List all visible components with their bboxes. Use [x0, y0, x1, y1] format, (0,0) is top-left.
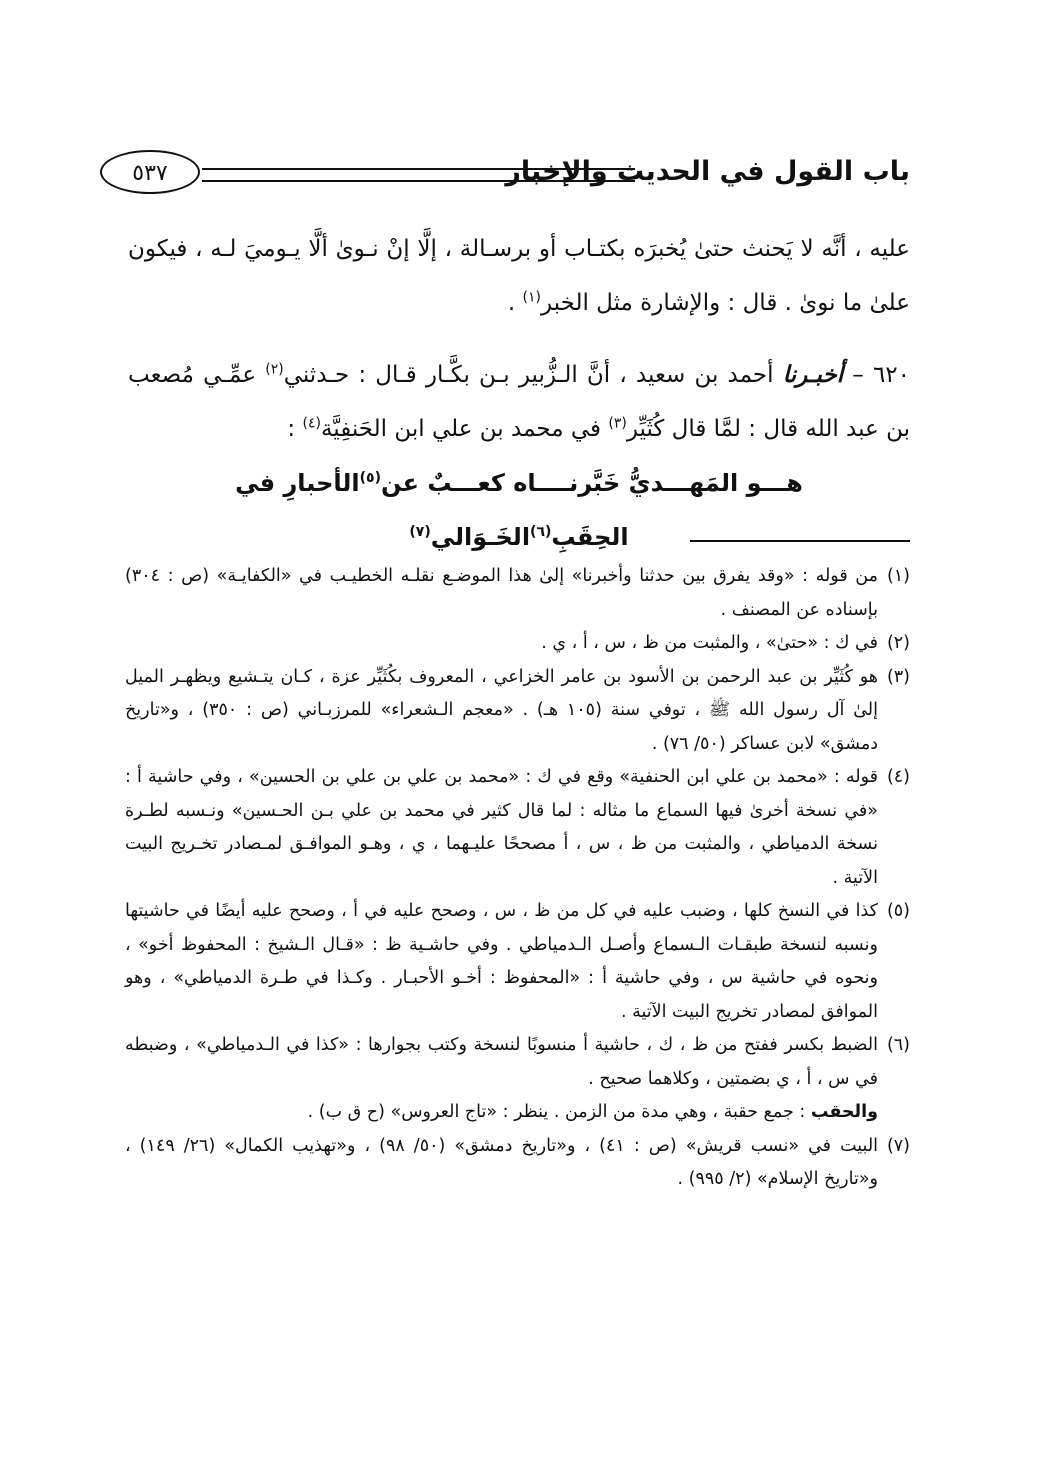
page-number-oval [100, 150, 200, 194]
footnote-ref-7[interactable]: (٧) [409, 524, 431, 540]
hadith-text-c: في محمد بن علي ابن الحَنفِيَّة [320, 416, 609, 442]
hadith-text-b: عمِّـي مُصعب بن عبد الله قال : لمَّا قال كُثَيِّر [128, 362, 910, 442]
footnote-number: (٢) [886, 633, 910, 653]
footnote-1 [125, 560, 910, 627]
paragraph-end: . [507, 290, 523, 316]
glossary-term: والحقب [810, 1102, 878, 1122]
footnote-number: (٣) [886, 666, 910, 687]
narration-label: أخبـرنا [782, 362, 844, 388]
footnote-3 [125, 661, 910, 762]
footnote-number: (١) [886, 566, 910, 586]
glossary-text: : جمع حقبة ، وهي مدة من الزمن . ينظر : «تاج العروس» (ح ق ب) . [307, 1102, 811, 1122]
footnote-text: قوله : «محمد بن علي ابن الحنفية» وقع في ك : «محمد بن علي بن علي بن الحسين» ، وفي حاشية أ : «في نسخة أخرىٰ فيها السماع ما مثاله : لما قال كثير في محمد بن علي بـن الحـسين» ونـسبه لطـرة نسخة الدمياطي ، والمثبت من ظ ، س ، أ مصححًا عليـهما ، ي ، وهـو الموافـق لمـصادر تخـريج البيت الآتية . [125, 767, 878, 888]
verse-part-b: الأحبارِ في الحِقَبِ [235, 469, 629, 551]
footnote-6-extra [125, 1096, 878, 1130]
footnote-ref-4[interactable]: (٤) [302, 415, 321, 432]
footnote-text: في ك : «حتىٰ» ، والمثبت من ظ ، س ، أ ، ي . [541, 633, 878, 653]
footnote-ref-3[interactable]: (٣) [608, 415, 627, 432]
footnote-text: كذا في النسخ كلها ، وضبب عليه في كل من ظ ، س ، وصحح عليه في أ ، وصحح عليه أيضًا في حاشيتها ونسبه لنسخة طبقـات الـسماع وأصـل الـدمياطي . وفي حاشـية ظ : «قـال الـشيخ : المحفوظ أخو» ، ونحوه في حاشية س ، وفي حاشية أ : «المحفوظ : أخـو الأحبـار . وكـذا في طـرة الدمياطي» ، وهو الموافق لمصادر تخريج البيت الآتية . [125, 901, 878, 1022]
footnote-ref-6[interactable]: (٦) [530, 524, 552, 540]
footnote-6 [125, 1029, 910, 1130]
chapter-title: باب القول في الحديث والإخبار [505, 156, 910, 187]
footnote-text: الضبط بكسر ففتح من ظ ، ك ، حاشية أ منسوبًا لنسخة وكتب بجوارها : «كذا في الـدمياطي» ، وضبطه في س ، أ ، ي بضمتين ، وكلاهما صحيح . [125, 1035, 878, 1089]
page-header [100, 150, 910, 200]
paragraph-continuation [128, 222, 910, 330]
footnote-number: (٦) [886, 1035, 910, 1055]
header-double-rule [202, 168, 635, 182]
footnote-number: (٤) [886, 767, 910, 787]
verse-part-a: هـــو المَهـــديُّ خَبَّرنــــاه كعـــبٌ عن [380, 469, 803, 497]
footnotes [125, 560, 910, 1197]
paragraph-text: عليه ، أنَّه لا يَحنث حتىٰ يُخبرَه بكتـاب أو برسـالة ، إلَّا إنْ نـوىٰ ألَّا يـوميَ لـه ، فيكون علىٰ ما نوىٰ . قال : والإشارة مثل الخبر [128, 236, 910, 316]
footnote-4 [125, 761, 910, 895]
hadith-number: ٦٢٠ – [843, 362, 911, 388]
footnote-text: البيت في «نسب قريش» (ص : ٤١) ، و«تاريخ دمشق» (٥٠/ ٩٨) ، و«تهذيب الكمال» (٢٦/ ١٤٩) ، و«تاريخ الإسلام» (٢/ ٩٩٥) . [125, 1135, 879, 1189]
footnote-ref-5[interactable]: (٥) [359, 470, 381, 486]
footnote-text: من قوله : «وقد يفرق بين حدثنا وأخبرنا» إلىٰ هذا الموضـع نقلـه الخطيـب في «الكفايـة» (ص : ٣٠٤) بإسناده عن المصنف . [125, 566, 878, 620]
page-number: ٥٣٧ [132, 161, 168, 186]
footnote-7 [125, 1130, 910, 1197]
main-text [128, 222, 910, 564]
hadith-620 [128, 348, 910, 456]
footnote-5 [125, 895, 910, 1029]
footnote-number: (٧) [886, 1135, 910, 1156]
hadith-text-a: أحمد بن سعيد ، أنَّ الـزُّبير بـن بكَّـار قـال : حـدثني [283, 362, 783, 388]
footnote-divider [690, 540, 910, 542]
poetry-verse [128, 456, 910, 564]
footnote-text: هو كُثَيِّر بن عبد الرحمن بن الأسود بن عامر الخزاعي ، المعروف بكُثَيِّر عزة ، كـان يتـشيع ويظهـر الميل إلىٰ آل رسول الله ﷺ ، توفي سنة (١٠٥ هـ) . «معجم الـشعراء» للمرزبـاني (ص : ٣٥٠) ، و«تاريخ دمشق» لابن عساكر (٥٠/ ٧٦) . [125, 666, 878, 754]
footnote-number: (٥) [886, 901, 910, 921]
footnote-ref-2[interactable]: (٢) [265, 361, 284, 378]
footnote-ref-1[interactable]: (١) [522, 289, 541, 306]
footnote-2 [125, 627, 910, 661]
hadith-text-d: : [287, 416, 303, 442]
verse-part-c: الخَـوَالي [430, 523, 531, 551]
